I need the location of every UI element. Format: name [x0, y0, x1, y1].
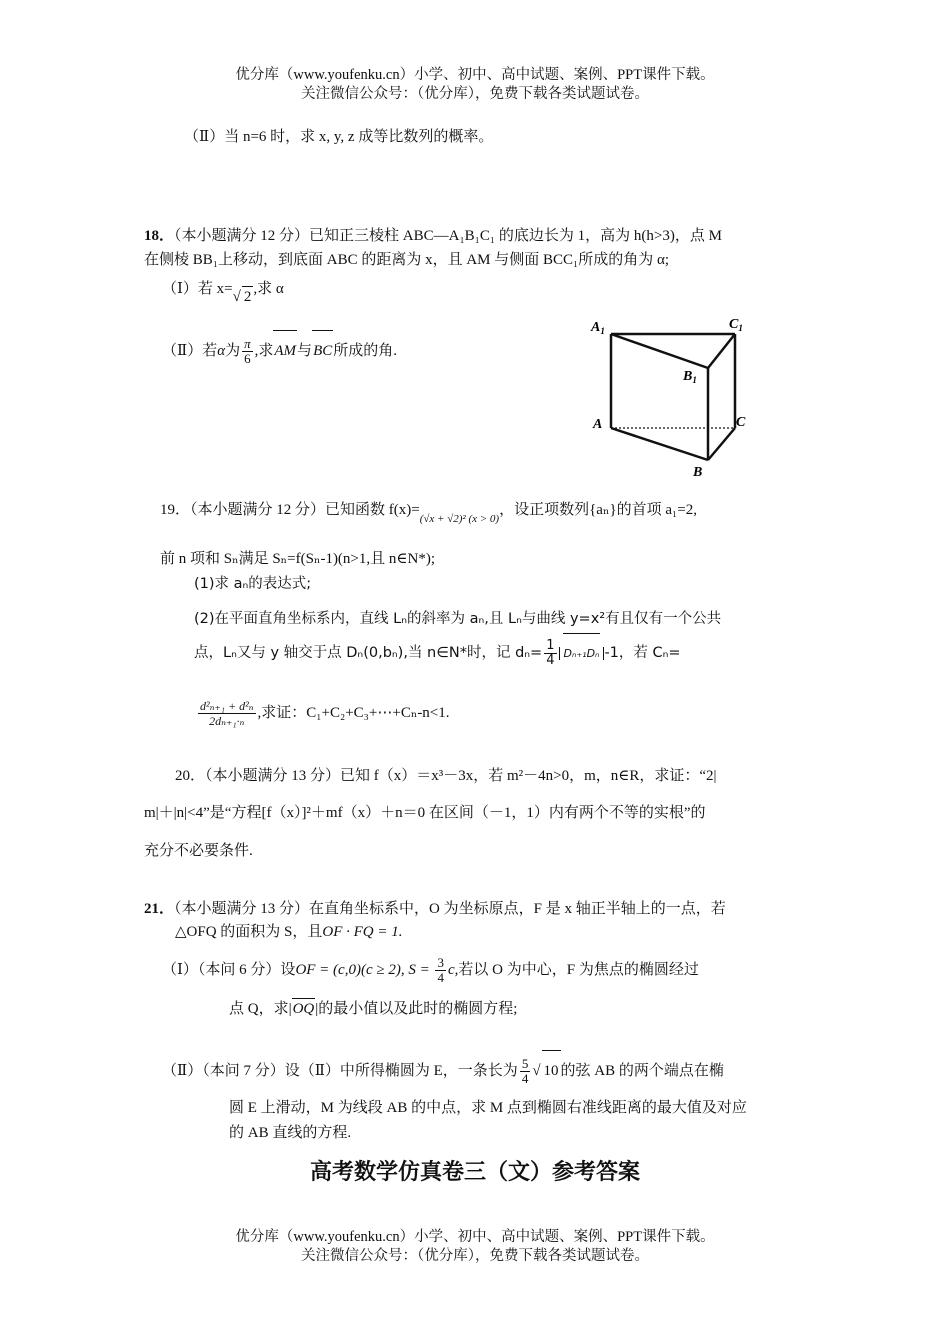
q19-function-formula: (√x + √2)² (x > 0): [419, 513, 500, 525]
q21-text-1: （本小题满分 13 分）在直角坐标系中，O 为坐标原点，F 是 x 轴正半轴上的一点，若: [174, 901, 726, 917]
q18-part2-suffix: 所成的角.: [333, 343, 397, 359]
q21-part2-prefix: （Ⅱ）（本问 7 分）设（Ⅱ）中所得椭圆为 E，一条长为: [162, 1063, 518, 1079]
q18-part2: [162, 330, 397, 371]
footer-line-1: 优分库（www.youfenku.cn）小学、初中、高中试题、案例、PPT课件下载。: [235, 1229, 715, 1245]
q21-line2-prefix: △OFQ 的面积为 S，且: [175, 924, 323, 940]
q19-p2-prefix: 点，Lₙ又与 y 轴交于点 Dₙ(0,bₙ),当 n∈N*时，记 dₙ=: [194, 645, 543, 661]
q20-line3: 充分不必要条件.: [144, 843, 253, 859]
q19-p2-line3-suffix: ,求证：C₁+C₂+C₃+⋯+Cₙ-n<1.: [257, 705, 450, 721]
q21-sqrt10: 10: [542, 1050, 561, 1091]
q21-frac-den: 4: [437, 970, 444, 986]
q19-frac-num: 1: [546, 637, 555, 653]
q18-qiu: ,求: [254, 343, 274, 359]
label-b1: $B_1$: [683, 369, 697, 385]
q19-cn-num: d²ₙ₊₁ + d²ₙ: [200, 699, 254, 714]
q18-line2: 在侧棱 BB₁上移动，到底面 ABC 的距离为 x，且 AM 与侧面 BCC₁所成的角为 α;: [144, 252, 670, 268]
prism-figure: [585, 312, 755, 482]
q18-part1: （Ⅰ）若 x=√ 2 ,求 α: [162, 281, 284, 305]
q18-alpha: α: [217, 343, 226, 359]
q19-line1-suffix: ，设正项数列{aₙ}的首项 a₁=2,: [499, 502, 697, 518]
q21-three-quarters: [435, 956, 446, 985]
q18-vector-am: AM: [273, 330, 297, 371]
q17-part2: （Ⅱ）当 n=6 时，求 x, y, z 成等比数列的概率。: [184, 129, 494, 145]
q18-frac-num: π: [244, 336, 251, 352]
q18-number: 18．: [144, 228, 175, 244]
header-line-1: 优分库（www.youfenku.cn）小学、初中、高中试题、案例、PPT课件下载。: [235, 67, 715, 83]
label-a1: $A_1$: [591, 320, 605, 336]
q19-quarter: [544, 639, 556, 668]
q21-c: c,: [447, 962, 459, 978]
q19-line2: 前 n 项和 Sₙ满足 Sₙ=f(Sₙ-1)(n>1,且 n∈N*);: [160, 551, 435, 567]
q18-part1-suffix: ,求 α: [253, 281, 284, 297]
q21-part2-suffix: 的弦 AB 的两个端点在椭: [560, 1063, 724, 1079]
q21-p1l2-prefix: 点 Q，求|: [229, 1001, 292, 1017]
q21-dot-product: OF · FQ = 1.: [322, 924, 403, 940]
q21-part1-formula: OF = (c,0)(c ≥ 2), S =: [295, 962, 434, 978]
q18-part1-prefix: （Ⅰ）若 x=: [162, 281, 233, 297]
q18-frac-den: 6: [244, 351, 251, 367]
q19-cn-den: 2dₙ₊₁·ₙ: [209, 714, 245, 729]
q20-line1: 20．（本小题满分 13 分）已知 f（x）＝x³－3x，若 m²－4n>0，m，n∈R，求证：“2|: [175, 768, 717, 784]
q19-line1: [160, 500, 697, 525]
q18-yu: 与: [297, 343, 313, 359]
q19-frac-den: 4: [546, 652, 555, 668]
q19-part1: (1)求 aₙ的表达式;: [194, 576, 312, 592]
q18-text-1: （本小题满分 12 分）已知正三棱柱 ABC—A₁B₁C₁ 的底边长为 1，高为 h(h>3)，点 M: [174, 228, 722, 244]
q18-vector-bc: BC: [312, 330, 333, 371]
q18-wei: 为: [225, 343, 241, 359]
q19-cn-fraction: [198, 699, 256, 728]
q19-p2-suffix: -1，若 Cₙ=: [604, 645, 681, 661]
q19-line1-prefix: 19．（本小题满分 12 分）已知函数 f(x)=: [160, 502, 420, 518]
q18-part2-prefix: （Ⅱ）若: [162, 343, 218, 359]
q21-vector-oq: OQ: [292, 998, 316, 1019]
label-c1: $C_1$: [729, 317, 743, 333]
q20-line2: m|＋|n|<4”是“方程[f（x）]²＋mf（x）＋n＝0 在区间（－1，1）内有两个不等的实根”的: [144, 805, 706, 821]
q19-part2-line2: [194, 633, 681, 674]
q21-p1l2-suffix: |的最小值以及此时的椭圆方程;: [315, 1001, 518, 1017]
q21-five-quarters: [520, 1057, 531, 1086]
q21-line2: [175, 922, 403, 942]
label-a: A: [593, 417, 603, 432]
q21-p2-frac-num: 5: [521, 1056, 529, 1072]
q21-p2-frac-den: 4: [521, 1071, 529, 1087]
answer-title: 高考数学仿真卷三（文）参考答案: [309, 1160, 640, 1185]
header-line-2: 关注微信公众号：（优分库），免费下载各类试题试卷。: [301, 86, 649, 102]
q21-part1-line2: [229, 998, 517, 1019]
q19-part2-line3: [196, 690, 450, 736]
q18-part1-sqrt: 2: [242, 286, 254, 307]
footer-line-2: 关注微信公众号：（优分库），免费下载各类试题试卷。: [301, 1248, 649, 1264]
q21-part1-suffix: 若以 O 为中心，F 为焦点的椭圆经过: [458, 962, 699, 978]
label-b: B: [693, 465, 703, 480]
q21-number: 21．: [144, 901, 175, 917]
label-c: C: [736, 415, 746, 430]
q21-frac-num: 3: [437, 955, 444, 971]
q19-vector-dd: Dₙ₊₁Dₙ: [563, 633, 601, 674]
q21-part2: （Ⅱ）（本问 7 分）设（Ⅱ）中所得椭圆为 E，一条长为 $\frac{5}{4}$ √ 10 的弦 AB 的两个端点在椭: [162, 1050, 724, 1091]
q21-part1-prefix: （Ⅰ）（本问 6 分）设: [162, 962, 296, 978]
q21-line1: [144, 899, 726, 919]
q18-line1: [144, 226, 722, 246]
q21-part2-line2: 圆 E 上滑动，M 为线段 AB 的中点，求 M 点到椭圆右准线距离的最大值及对应: [229, 1100, 747, 1116]
q21-part2-line3: 的 AB 直线的方程.: [229, 1125, 352, 1141]
q19-part2-line1: (2)在平面直角坐标系内，直线 Lₙ的斜率为 aₙ,且 Lₙ与曲线 y=x²有且仅有一个公共: [194, 611, 722, 627]
q21-part1: [162, 950, 699, 990]
q18-pi-over-6: [242, 337, 253, 366]
